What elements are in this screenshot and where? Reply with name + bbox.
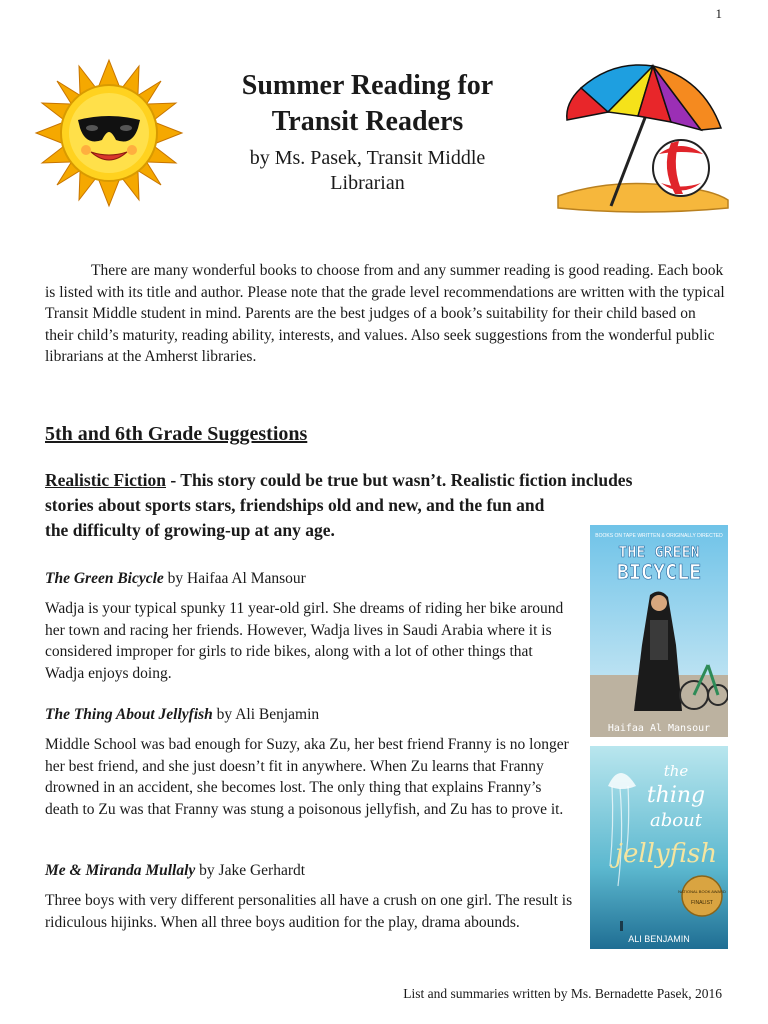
book-summary: Three boys with very different personalities all have a crush on one girl. The result is ridiculous hijinks. When all three boys audition for the play, drama abounds. [45, 892, 573, 931]
intro-paragraph: There are many wonderful books to choose from and any summer reading is good reading. Each book is listed with its title and author. Please note that the grade level recommendations are written with the typical Transit Middle student in mind. Parents are the best judges of a book’s suitability for their child based on their child’s maturity, reading ability, interests, and values. Also seek suggestions from the wonderful public librarians at the Amherst libraries. [45, 262, 725, 366]
document-subtitle [200, 146, 535, 196]
cover-title-line-1: the [663, 762, 689, 780]
footer-credit: List and summaries written by Ms. Bernadette Pasek, 2016 [403, 986, 722, 1001]
cover-tagline: BOOKS ON TAPE WRITTEN & ORIGINALLY DIRECTED [595, 533, 723, 539]
book-title-line [45, 862, 305, 880]
book-author: by Haifaa Al Mansour [163, 570, 306, 587]
book-author: by Jake Gerhardt [195, 862, 306, 879]
book-summary: Middle School was bad enough for Suzy, aka Zu, her best friend Franny is no longer her best friend, and she just doesn’t fit in anywhere. When Zu learns that Franny drowned in an accident, she becomes lost. The only thing that explains Franny’s death to Zu was that Franny was stung a poisonous jellyfish, and Zu has to prove it. [45, 736, 569, 818]
cover-title-line-2: BICYCLE [616, 560, 702, 584]
page-number: 1 [715, 6, 722, 21]
cover-title-line-4: jellyfish [614, 839, 718, 869]
book-cover-thing-about-jellyfish [590, 746, 728, 949]
cover-title-line-1: THE GREEN [618, 543, 700, 561]
book-cover-green-bicycle [590, 525, 728, 737]
cover-author: ALI BENJAMIN [628, 934, 690, 944]
genre-line-3: the difficulty of growing-up at any age. [45, 520, 335, 540]
book-title: The Thing About Jellyfish [45, 706, 213, 723]
book-title: Me & Miranda Mullaly [45, 862, 196, 879]
section-heading: 5th and 6th Grade Suggestions [45, 423, 308, 445]
cover-title-line-3: about [650, 810, 702, 831]
cover-author: Haifaa Al Mansour [607, 723, 711, 734]
subtitle-line-1: by Ms. Pasek, Transit Middle [249, 147, 486, 169]
genre-line-1: This story could be true but wasn’t. Realistic fiction includes [180, 470, 633, 490]
book-title-line [45, 706, 319, 724]
book-title: The Green Bicycle [45, 570, 164, 587]
cover-title-line-2: thing [646, 783, 706, 808]
document-title [200, 68, 535, 140]
beach-umbrella-and-ball-icon [553, 58, 733, 218]
cover-badge-line-2: FINALIST [691, 900, 713, 906]
genre-separator: - [166, 470, 181, 490]
title-line-2: Transit Readers [271, 106, 464, 137]
genre-line-2: stories about sports stars, friendships old and new, and the fun and [45, 495, 545, 515]
book-title-line [45, 570, 306, 588]
sun-with-sunglasses-icon [34, 58, 184, 208]
book-author: by Ali Benjamin [212, 706, 320, 723]
cover-badge-line-1: NATIONAL BOOK AWARD [678, 889, 726, 894]
title-line-1: Summer Reading for [241, 70, 494, 101]
book-summary: Wadja is your typical spunky 11 year-old girl. She dreams of riding her bike around her town and racing her friends. However, Wadja lives in Saudi Arabia where it is considered improper for girls to ride bikes, along with a lot of other things that Wadja enjoys doing. [45, 600, 564, 682]
genre-name: Realistic Fiction [45, 470, 167, 490]
subtitle-line-2: Librarian [330, 172, 405, 194]
document-header [200, 68, 535, 196]
